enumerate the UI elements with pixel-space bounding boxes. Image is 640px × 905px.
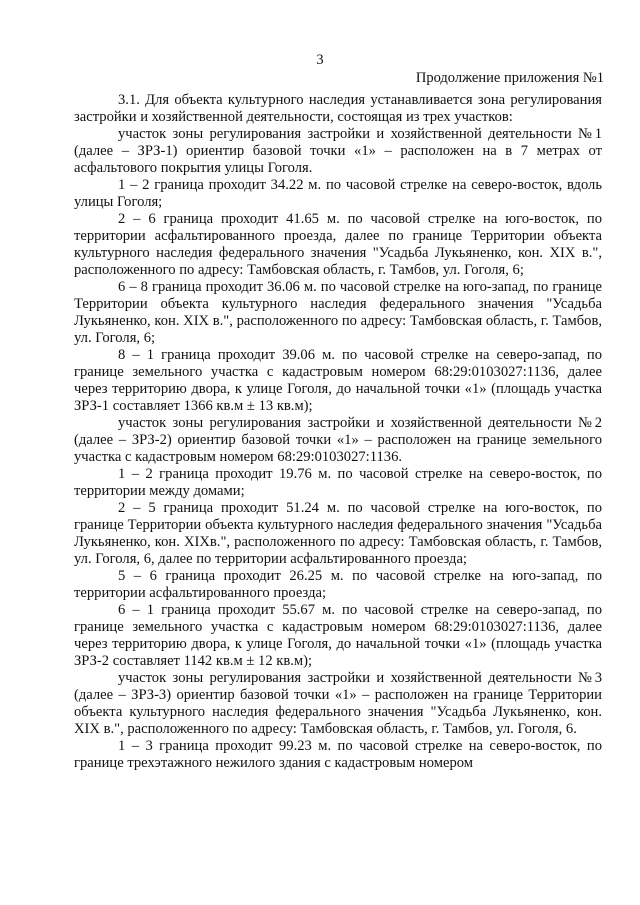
- paragraph-section-3-1: 3.1. Для объекта культурного наследия устанавливается зона регулирования застройки и хозяйственной деятельности, состоящая из трех участков:: [74, 92, 602, 125]
- paragraph-zrz1-segment-6-8: 6 – 8 граница проходит 36.06 м. по часовой стрелке на юго-запад, по границе Территории объекта культурного наследия федерального значения "Усадьба Лукьяненко, кон. XIX в.", расположенного по адресу: Тамбовская область, г. Тамбов, ул. Гоголя, 6;: [74, 279, 602, 346]
- paragraph-zrz3-intro: участок зоны регулирования застройки и хозяйственной деятельности №3 (далее – ЗРЗ-3) ориентир базовой точки «1» – расположен на границе Территории объекта культурного наследия федерального значения "Усадьба Лукьяненко, кон. XIX в.", расположенного по адресу: Тамбовская область, г. Тамбов, ул. Гоголя, 6.: [74, 670, 602, 737]
- appendix-note: Продолжение приложения №1: [415, 70, 604, 86]
- page-number: 3: [316, 52, 324, 68]
- paragraph-zrz2-segment-5-6: 5 – 6 граница проходит 26.25 м. по часовой стрелке на юго-запад, по территории асфальтированного проезда;: [74, 568, 602, 601]
- paragraph-zrz2-segment-6-1: 6 – 1 граница проходит 55.67 м. по часовой стрелке на северо-запад, по границе земельного участка с кадастровым номером 68:29:0103027:1136, далее через территорию двора, к улице Гоголя, до начальной точки «1» (площадь участка ЗРЗ-2 составляет 1142 кв.м ± 12 кв.м);: [74, 602, 602, 669]
- paragraph-zrz2-segment-2-5: 2 – 5 граница проходит 51.24 м. по часовой стрелке на юго-восток, по границе Территории объекта культурного наследия федерального значения "Усадьба Лукьяненко, кон. XIXв.", расположенного по адресу: Тамбовская область, г. Тамбов, ул. Гоголя, 6, далее по территории асфальтированного проезда;: [74, 500, 602, 567]
- paragraph-zrz1-segment-2-6: 2 – 6 граница проходит 41.65 м. по часовой стрелке на юго-восток, по территории асфальтированного проезда, далее по границе Территории объекта культурного наследия федерального значения "Усадьба Лукьяненко, кон. XIX в.", расположенного по адресу: Тамбовская область, г. Тамбов, ул. Гоголя, 6;: [74, 211, 602, 278]
- paragraph-zrz1-segment-1-2: 1 – 2 граница проходит 34.22 м. по часовой стрелке на северо-восток, вдоль улицы Гоголя;: [74, 177, 602, 210]
- paragraph-zrz3-segment-1-3: 1 – 3 граница проходит 99.23 м. по часовой стрелке на северо-восток, по границе трехэтажного нежилого здания с кадастровым номером: [74, 738, 602, 771]
- paragraph-zrz1-segment-8-1: 8 – 1 граница проходит 39.06 м. по часовой стрелке на северо-запад, по границе земельного участка с кадастровым номером 68:29:0103027:1136, далее через территорию двора, к улице Гоголя, до начальной точки «1» (площадь участка ЗРЗ-1 составляет 1366 кв.м ± 13 кв.м);: [74, 347, 602, 414]
- document-body: [74, 92, 602, 772]
- paragraph-zrz2-segment-1-2: 1 – 2 граница проходит 19.76 м. по часовой стрелке на северо-восток, по территории между домами;: [74, 466, 602, 499]
- paragraph-zrz1-intro: участок зоны регулирования застройки и хозяйственной деятельности №1 (далее – ЗРЗ-1) ориентир базовой точки «1» – расположен на в 7 метрах от асфальтового покрытия улицы Гоголя.: [74, 126, 602, 176]
- paragraph-zrz2-intro: участок зоны регулирования застройки и хозяйственной деятельности №2 (далее – ЗРЗ-2) ориентир базовой точки «1» – расположен на границе земельного участка с кадастровым номером 68:29:0103027:1136.: [74, 415, 602, 465]
